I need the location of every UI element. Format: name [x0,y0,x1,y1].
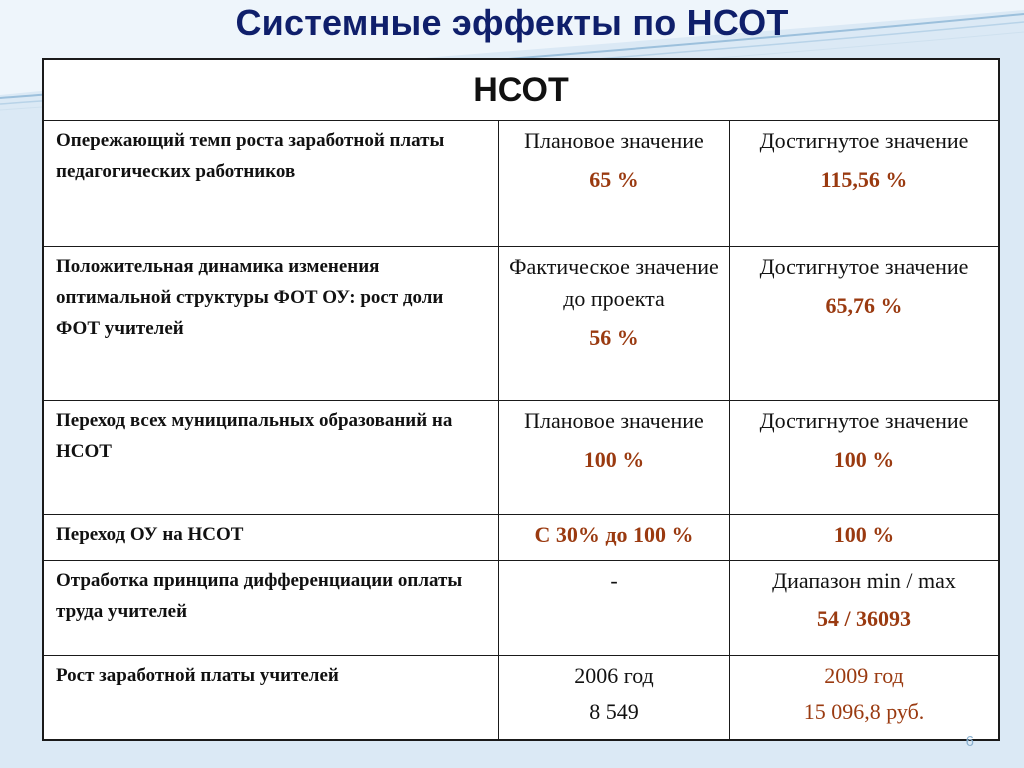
slide-title: Системные эффекты по НСОТ [235,2,789,43]
achieved-value: 100 % [833,522,895,547]
table-row [43,656,999,740]
planned-text: Плановое значение [524,408,704,433]
planned-cell [499,656,730,740]
achieved-text: Достигнутое значение [759,408,969,433]
planned-cell [499,561,730,656]
planned-text: Плановое значение [524,128,704,153]
table-row [43,401,999,515]
achieved-text: Достигнутое значение [759,128,969,153]
achieved-year: 2009 год [824,663,904,688]
achieved-value: 115,56 % [820,167,908,192]
row-label: Отработка принципа дифференциации оплаты труда учителей [43,561,499,656]
planned-value: 8 549 [589,699,639,724]
page-number: 6 [965,733,974,750]
achieved-text: Достигнутое значение [759,254,969,279]
achieved-text: Диапазон min / max [772,568,956,593]
planned-value: 100 % [583,447,645,472]
planned-cell [499,247,730,401]
row-label: Переход всех муниципальных образований на НСОТ [43,401,499,515]
achieved-cell [730,121,1000,247]
row-label: Положительная динамика изменения оптимальной структуры ФОТ ОУ: рост доли ФОТ учителей [43,247,499,401]
planned-value: С 30% до 100 % [534,522,694,547]
planned-text: - [610,568,618,593]
planned-value: 65 % [589,167,639,192]
achieved-value: 54 / 36093 [816,606,912,631]
table-row [43,515,999,561]
row-label: Переход ОУ на НСОТ [43,515,499,561]
table-header: НСОТ [43,59,999,121]
planned-year: 2006 год [574,663,654,688]
achieved-value: 65,76 % [825,293,903,318]
row-label: Рост заработной платы учителей [43,656,499,740]
achieved-cell [730,401,1000,515]
achieved-cell [730,656,1000,740]
planned-value: 56 % [589,325,639,350]
effects-table [42,58,1000,741]
achieved-cell [730,515,1000,561]
planned-cell [499,401,730,515]
achieved-cell [730,561,1000,656]
table-row [43,561,999,656]
table-row [43,121,999,247]
achieved-value: 15 096,8 руб. [803,699,925,724]
planned-cell [499,121,730,247]
achieved-value: 100 % [833,447,895,472]
table-header-row [43,59,999,121]
row-label: Опережающий темп роста заработной платы педагогических работников [43,121,499,247]
achieved-cell [730,247,1000,401]
planned-cell [499,515,730,561]
planned-text: Фактическое значение до проекта [509,254,719,311]
table-row [43,247,999,401]
